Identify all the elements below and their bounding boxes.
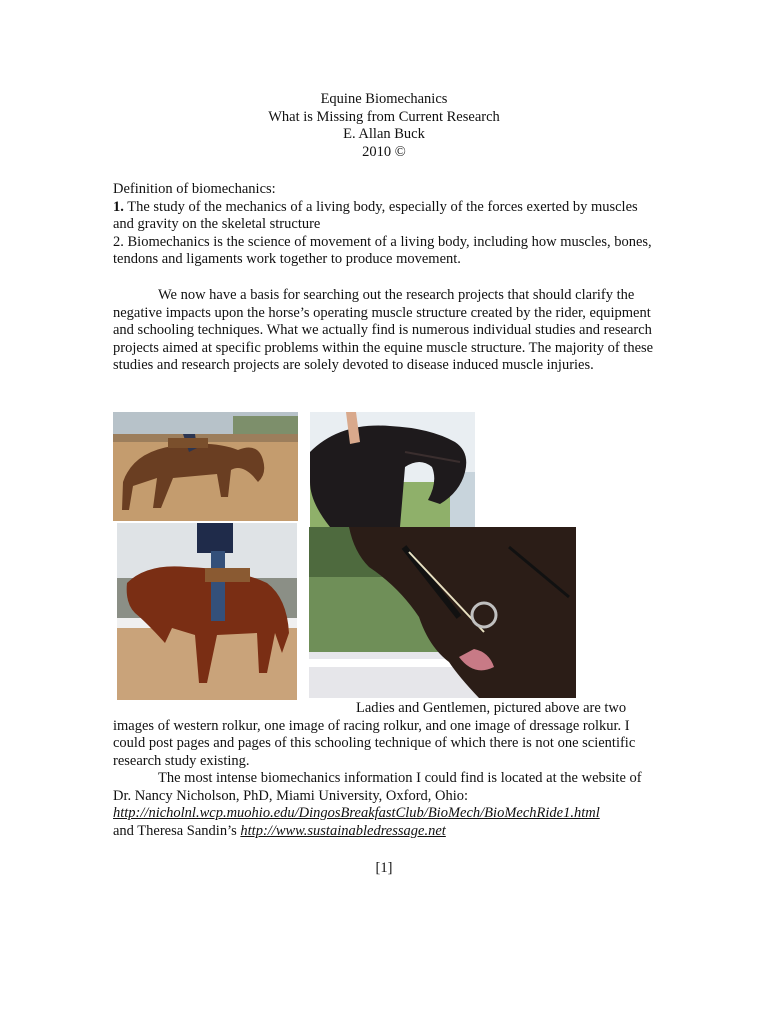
definition-1-text: The study of the mechanics of a living body, especially of the forces exerted by muscles and gravity on the skeletal structure xyxy=(113,198,638,232)
photo-western-rolkur-1 xyxy=(113,412,298,521)
title-block xyxy=(0,91,768,161)
photo-dressage-rolkur xyxy=(309,527,576,698)
definition-1 xyxy=(113,199,658,234)
document-subtitle: What is Missing from Current Research xyxy=(268,108,500,125)
sustainable-dressage-link[interactable]: http://www.sustainabledressage.net xyxy=(240,822,446,839)
definition-2: 2. Biomechanics is the science of movement of a living body, including how muscles, bones, tendons and ligaments work together to produce movement. xyxy=(113,233,652,267)
caption-section xyxy=(113,700,658,840)
photo-racing-rolkur xyxy=(310,412,475,527)
caption-rest: images of western rolkur, one image of racing rolkur, and one image of dressage rolkur. I could post pages and pages of this schooling technique of which there is not one scientific research study existing. xyxy=(113,717,636,769)
nicholson-link[interactable]: http://nicholnl.wcp.muohio.edu/DingosBreakfastClub/BioMech/BioMechRide1.html xyxy=(113,805,600,821)
intro-paragraph: We now have a basis for searching out the research projects that should clarify the negative impacts upon the horse’s operating muscle structure created by the rider, equipment and schooling techniques. What we actually find is numerous individual studies and research projects aimed at specific problems within the equine muscle structure. The majority of these studies and research projects are solely devoted to disease induced muscle injuries. xyxy=(113,287,654,373)
sandin-prefix: and Theresa Sandin’s xyxy=(113,822,241,839)
caption-first-line: Ladies and Gentlemen, pictured above are two xyxy=(356,700,627,716)
resources-paragraph xyxy=(113,770,658,805)
document-title: Equine Biomechanics xyxy=(320,91,448,107)
resources-text: The most intense biomechanics information I could find is located at the website of Dr. Nancy Nicholson, PhD, Miami University, Oxford, Ohio: xyxy=(113,770,642,804)
definitions-heading: Definition of biomechanics: xyxy=(113,181,276,197)
resource-link-2-line xyxy=(113,823,658,841)
document-author: E. Allan Buck xyxy=(343,126,425,142)
photo-western-rolkur-2 xyxy=(117,523,297,700)
definition-1-number: 1. xyxy=(113,198,124,215)
page-number: [1] xyxy=(375,860,393,876)
document-year: 2010 © xyxy=(362,143,406,160)
definitions-section xyxy=(113,181,658,269)
resource-link-1-line xyxy=(113,805,658,823)
